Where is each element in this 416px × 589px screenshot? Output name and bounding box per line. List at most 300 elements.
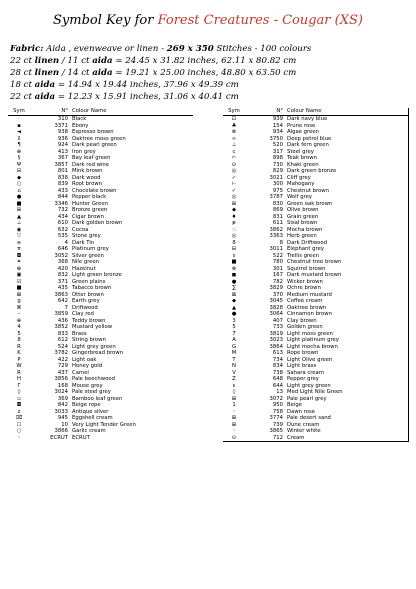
size-text: 22 ct: [10, 56, 35, 66]
number-cell: 420: [57, 265, 68, 272]
symbol-cell: M: [231, 350, 237, 356]
colour-name-cell: Nile green: [72, 259, 100, 265]
symbol-table-right: [223, 108, 409, 442]
symbol-cell: ⊕: [16, 265, 22, 272]
colour-name-cell: Brass: [72, 330, 87, 337]
symbol-cell: ■: [16, 285, 22, 291]
symbol-cell: ◦: [232, 408, 236, 415]
symbol-cell: ◼: [231, 272, 237, 278]
symbol-cell: ▫: [17, 395, 21, 402]
colour-name-cell: Ebony: [72, 122, 89, 129]
symbol-cell: ☑: [16, 278, 22, 285]
colour-name-cell: Golden green: [287, 324, 323, 330]
symbol-cell: P: [17, 356, 21, 363]
symbol-cell: ⌘: [16, 304, 22, 311]
number-cell: 3052: [54, 252, 68, 259]
number-cell: 7: [64, 304, 68, 311]
colour-name-cell: Mink brown: [72, 168, 103, 174]
number-cell: 732: [57, 207, 68, 213]
number-cell: 3024: [54, 389, 68, 395]
symbol-cell: ⊙: [231, 434, 237, 441]
number-cell: 613: [272, 350, 283, 356]
symbol-cell: ⊞: [231, 421, 237, 428]
symbol-cell: ε: [232, 382, 236, 389]
number-cell: 3011: [269, 246, 283, 252]
symbol-table-left: [8, 108, 193, 441]
number-cell: 939: [272, 116, 283, 122]
colour-name-cell: Light moss green: [287, 330, 333, 337]
colour-name-cell: Chestnut brown: [287, 187, 329, 194]
symbol-cell: ⊙: [231, 161, 237, 168]
colour-name-cell: Green plains: [72, 278, 106, 285]
table-row: [223, 435, 408, 442]
symbol-cell: c: [232, 148, 236, 155]
symbol-cell: 7: [232, 330, 236, 337]
number-cell: 646: [57, 246, 68, 252]
symbol-cell: ▲: [231, 304, 237, 311]
colour-name-cell: Driftwood: [72, 304, 98, 311]
colour-name-cell: Dune cream: [287, 421, 320, 428]
colour-name-cell: Cigar brown: [72, 213, 104, 220]
number-cell: 300: [272, 181, 283, 187]
symbol-cell: π: [17, 246, 21, 252]
symbol-cell: 5: [232, 324, 236, 330]
number-cell: 832: [57, 272, 68, 278]
number-cell: 3064: [269, 311, 283, 317]
colour-name-cell: String brown: [72, 337, 106, 343]
symbol-cell: 8: [232, 239, 236, 246]
number-cell: 435: [57, 285, 68, 291]
size-bold: linen: [34, 68, 60, 78]
number-cell: 3774: [269, 415, 283, 421]
number-cell: 436: [57, 317, 68, 324]
symbol-cell: ◎: [231, 233, 237, 239]
colour-name-cell: Dark wood: [72, 174, 101, 181]
size-line-22-linen: [10, 56, 296, 66]
number-cell: 738: [272, 369, 283, 376]
number-cell: 642: [57, 298, 68, 304]
symbol-cell: ▲: [16, 213, 22, 220]
symbol-cell: ◊: [232, 389, 236, 395]
symbol-cell: ⊥: [16, 220, 22, 226]
colour-name-cell: Cinnamon brown: [287, 311, 332, 317]
colour-name-cell: Gingerbread brown: [72, 350, 124, 356]
symbol-cell: ⊞: [231, 200, 237, 207]
colour-name-cell: Honey gold: [72, 363, 103, 369]
colour-name-cell: Steel grey: [287, 148, 314, 155]
header-num: N°: [61, 108, 68, 114]
symbol-cell: ○: [16, 428, 22, 434]
symbol-cell: ⊢: [231, 181, 237, 187]
symbol-cell: ✓: [231, 174, 237, 181]
colour-name-cell: Bay leaf green: [72, 155, 111, 161]
symbol-cell: g: [17, 298, 21, 304]
colour-name-cell: Dark Tin: [72, 239, 95, 246]
symbol-cell: ◎: [231, 194, 237, 200]
symbol-cell: ▪: [17, 122, 21, 129]
number-cell: 831: [272, 213, 283, 220]
symbol-cell: R: [17, 343, 21, 350]
colour-name-cell: Silver green: [72, 252, 104, 259]
size-text: = 19.21 x 25.00 inches, 48.80 x 63.50 cm: [112, 68, 297, 78]
number-cell: 3033: [54, 408, 68, 415]
symbol-cell: 8: [17, 337, 21, 343]
number-cell: 154: [272, 122, 283, 129]
colour-name-cell: Dawn rose: [287, 408, 316, 415]
colour-name-cell: Pepper black: [72, 194, 107, 200]
colour-name-cell: Coffee cream: [287, 298, 323, 304]
symbol-cell: ◉: [16, 226, 22, 233]
colour-name-cell: Cream: [287, 434, 305, 441]
number-cell: 838: [57, 174, 68, 181]
colour-name-cell: Light grey green: [287, 382, 331, 389]
symbol-cell: ●: [231, 311, 237, 317]
colour-name-cell: Khaki green: [287, 161, 319, 168]
colour-name-cell: Med Light Nile Green: [287, 389, 343, 395]
symbol-cell: Z: [232, 376, 236, 382]
size-text: / 11 ct: [59, 56, 93, 66]
number-cell: 3045: [269, 298, 283, 304]
size-text: = 12.23 x 15.91 inches, 31.06 x 40.41 cm: [55, 92, 239, 102]
symbol-cell: T: [232, 356, 236, 363]
table-header: [223, 108, 408, 116]
number-cell: 167: [272, 272, 283, 278]
fabric-text: Aida , evenweave or linen -: [43, 44, 167, 54]
number-cell: 3856: [54, 376, 68, 382]
number-cell: 830: [272, 200, 283, 207]
stitches-count: 269 x 350: [166, 44, 214, 54]
colour-name-cell: ECRUT: [72, 434, 90, 441]
symbol-cell: ᵽ: [232, 220, 236, 226]
number-cell: 839: [57, 181, 68, 187]
table-row: [8, 435, 193, 442]
number-cell: 369: [57, 395, 68, 402]
colour-name-cell: Cliff grey: [287, 174, 311, 181]
colour-name-cell: Mahogany: [287, 181, 315, 187]
colour-name-cell: Bamboo leaf green: [72, 395, 123, 402]
symbol-cell: ⊞: [231, 415, 237, 421]
symbol-cell: ⊕: [16, 148, 22, 155]
size-text: 28 ct: [10, 68, 35, 78]
colour-name-cell: Dark red wine: [72, 161, 110, 168]
symbol-cell: K: [17, 350, 21, 356]
colour-name-cell: Wicker brown: [287, 278, 323, 285]
colour-name-cell: Prune rose: [287, 122, 316, 129]
number-cell: 842: [57, 402, 68, 408]
number-cell: 370: [272, 291, 283, 298]
number-cell: 422: [57, 356, 68, 363]
symbol-cell: ⊕: [16, 317, 22, 324]
symbol-cell: –: [17, 311, 21, 317]
number-cell: 13: [276, 389, 283, 395]
symbol-cell: H: [17, 376, 21, 382]
colour-name-cell: Light Olive green: [287, 356, 333, 363]
symbol-cell: ·: [18, 116, 20, 122]
symbol-cell: ⊗: [231, 265, 237, 272]
colour-name-cell: Teddy brown: [72, 317, 106, 324]
symbol-cell: ■: [231, 259, 237, 265]
number-cell: 3023: [269, 337, 283, 343]
number-cell: 869: [272, 207, 283, 213]
number-cell: 712: [272, 434, 283, 441]
symbol-cell: G: [231, 343, 237, 350]
number-cell: 317: [272, 148, 283, 155]
colour-name-cell: Trellis green: [287, 252, 319, 259]
colour-name-cell: Chestnut tree brown: [287, 259, 342, 265]
number-cell: 3750: [269, 135, 283, 142]
header-num: N°: [276, 108, 283, 114]
number-cell: 833: [57, 330, 68, 337]
number-cell: 632: [57, 226, 68, 233]
symbol-cell: W: [16, 363, 22, 369]
colour-name-cell: Light brass: [287, 363, 317, 369]
symbol-cell: 5: [17, 330, 21, 337]
number-cell: 3864: [269, 343, 283, 350]
symbol-cell: §: [17, 155, 21, 161]
number-cell: 612: [57, 337, 68, 343]
header-sym: Sym: [13, 108, 25, 114]
size-bold: aida: [34, 92, 56, 102]
number-cell: 8: [279, 239, 283, 246]
colour-name-cell: Mouse grey: [72, 382, 103, 389]
number-cell: 301: [272, 265, 283, 272]
colour-name-cell: Pale steel grey: [72, 389, 111, 395]
number-cell: 729: [57, 363, 68, 369]
symbol-cell: ●: [16, 194, 22, 200]
title-highlight: Forest Creatures - Cougar (XS): [157, 13, 363, 28]
colour-name-cell: Bronze green: [72, 207, 108, 213]
colour-name-cell: Beige rope: [72, 402, 101, 408]
table-body-right: [223, 116, 408, 441]
colour-name-cell: Light mocha brown: [287, 343, 338, 350]
size-text: = 24.45 x 31.82 inches, 62.11 x 80.82 cm: [112, 56, 297, 66]
colour-name-cell: Root brown: [72, 181, 103, 187]
symbol-cell: ▽: [16, 233, 22, 239]
symbol-cell: ⌐: [231, 155, 237, 161]
colour-name-cell: Ochre brown: [287, 285, 321, 291]
size-line-18-aida: [10, 80, 239, 90]
symbol-cell: ◆: [231, 298, 237, 304]
symbol-cell: ▣: [16, 272, 22, 278]
colour-name-cell: Sisal brown: [287, 220, 318, 226]
colour-name-cell: Medium mustard: [287, 291, 332, 298]
symbol-cell: ⊥: [231, 142, 237, 148]
colour-name-cell: Mocha brown: [287, 226, 323, 233]
symbol-cell: N: [232, 363, 236, 369]
number-cell: 368: [57, 259, 68, 265]
number-cell: 834: [272, 363, 283, 369]
symbol-cell: ○: [16, 181, 22, 187]
number-cell: 648: [272, 376, 283, 382]
number-cell: 3859: [54, 311, 68, 317]
number-cell: 733: [272, 324, 283, 330]
number-cell: 520: [272, 142, 283, 148]
symbol-cell: V: [232, 369, 236, 376]
table-body-left: [8, 116, 193, 441]
symbol-cell: ✓: [231, 187, 237, 194]
colour-name-cell: Stone grey: [72, 233, 101, 239]
number-cell: 610: [57, 220, 68, 226]
symbol-cell: ◘: [16, 252, 22, 259]
size-bold: aida: [92, 56, 113, 66]
number-cell: 3021: [269, 174, 283, 181]
symbol-cell: ♦: [231, 213, 237, 220]
colour-name-cell: Grain green: [287, 213, 319, 220]
number-cell: 522: [272, 252, 283, 259]
symbol-cell: ◎: [231, 168, 237, 174]
colour-name-cell: Light oak: [72, 356, 97, 363]
colour-name-cell: Black: [72, 116, 87, 122]
colour-name-cell: Garlic cream: [72, 428, 106, 434]
colour-name-cell: Very Light Tender Green: [72, 421, 136, 428]
colour-name-cell: Deep petrol blue: [287, 135, 332, 142]
number-cell: 3828: [269, 304, 283, 311]
number-cell: 924: [57, 142, 68, 148]
number-cell: 3782: [54, 350, 68, 356]
size-text: / 14 ct: [59, 68, 93, 78]
size-text: 22 ct: [10, 92, 35, 102]
number-cell: 433: [57, 187, 68, 194]
number-cell: 3865: [269, 428, 283, 434]
number-cell: 3829: [269, 285, 283, 291]
colour-name-cell: Wolf grey: [287, 194, 313, 200]
colour-name-cell: Antique silver: [72, 408, 109, 415]
number-cell: ECRUT: [50, 434, 68, 441]
colour-name-cell: Pale desert sand: [287, 415, 331, 421]
number-cell: 3787: [269, 194, 283, 200]
colour-name-cell: Dark navy blue: [287, 116, 328, 122]
symbol-cell: ¶: [17, 142, 21, 148]
size-line-28-linen: [10, 68, 296, 78]
colour-name-cell: Dark mustard brown: [287, 272, 342, 278]
page-title: [0, 13, 416, 28]
colour-name-cell: Oaktree moss green: [72, 135, 126, 142]
symbol-cell: ⌧: [15, 415, 23, 421]
colour-name-cell: Algae green: [287, 129, 319, 135]
size-text: 18 ct: [10, 80, 35, 90]
colour-name-cell: Earth grey: [72, 298, 100, 304]
symbol-cell: R: [17, 369, 21, 376]
symbol-cell: 1: [232, 402, 236, 408]
symbol-cell: ⌂: [17, 187, 21, 194]
number-cell: 434: [57, 213, 68, 220]
colour-name-cell: Espresso brown: [72, 129, 114, 135]
number-cell: 3072: [269, 395, 283, 402]
number-cell: 829: [272, 168, 283, 174]
fabric-label: Fabric:: [10, 44, 44, 54]
colour-name-cell: Dark golden brown: [72, 220, 123, 226]
number-cell: 3862: [269, 226, 283, 233]
symbol-cell: ≡: [16, 239, 22, 246]
number-cell: 611: [272, 220, 283, 226]
number-cell: 413: [57, 148, 68, 155]
symbol-cell: ∑: [232, 285, 236, 291]
size-bold: aida: [92, 68, 113, 78]
number-cell: 371: [57, 278, 68, 285]
header-name: Colour Name: [72, 108, 107, 114]
colour-name-cell: Eggshell cream: [72, 415, 113, 421]
colour-name-cell: Rope brown: [287, 350, 319, 356]
symbol-cell: ◊: [17, 389, 21, 395]
number-cell: 524: [57, 343, 68, 350]
number-cell: 437: [57, 369, 68, 376]
colour-name-cell: Pepper grey: [287, 376, 319, 382]
size-bold: linen: [34, 56, 60, 66]
symbol-cell: Ψ: [16, 161, 22, 168]
number-cell: 168: [57, 382, 68, 389]
symbol-cell: ☐: [16, 421, 22, 428]
symbol-cell: ◄: [16, 129, 22, 135]
colour-name-cell: Cocoa: [72, 226, 89, 233]
symbol-cell: ⊟: [231, 246, 237, 252]
colour-name-cell: Dark pearl green: [72, 142, 117, 148]
number-cell: 367: [57, 155, 68, 161]
size-text: = 14.94 x 19.44 inches, 37.96 x 49.39 cm: [55, 80, 239, 90]
symbol-cell: 3: [232, 317, 236, 324]
colour-name-cell: Beige: [287, 402, 302, 408]
symbol-cell: ⊠: [231, 291, 237, 298]
number-cell: 407: [272, 317, 283, 324]
colour-name-cell: Dark fern green: [287, 142, 329, 148]
title-prefix: Symbol Key for: [53, 13, 154, 28]
symbol-cell: ⊟: [16, 168, 22, 174]
number-cell: 945: [57, 415, 68, 421]
fabric-line: [10, 44, 311, 54]
symbol-cell: A: [232, 337, 236, 343]
symbol-cell: ∞: [231, 135, 237, 142]
symbol-cell: Г: [17, 382, 21, 389]
colour-name-cell: Tabacco brown: [72, 285, 112, 291]
colour-name-cell: Pale beechwood: [72, 376, 115, 382]
colour-name-cell: Light grey green: [72, 343, 116, 350]
number-cell: 730: [272, 161, 283, 168]
number-cell: 3363: [269, 233, 283, 239]
number-cell: 535: [57, 233, 68, 239]
symbol-cell: ✦: [16, 259, 22, 265]
number-cell: 3346: [54, 200, 68, 207]
number-cell: 934: [272, 129, 283, 135]
number-cell: 938: [57, 129, 68, 135]
symbol-cell: ●: [231, 278, 237, 285]
colour-name-cell: Sahara cream: [287, 369, 324, 376]
colour-name-cell: Clay red: [72, 311, 94, 317]
colour-name-cell: Platinum grey: [72, 246, 109, 252]
colour-name-cell: Herb green: [287, 233, 317, 239]
symbol-cell: ↕: [16, 135, 22, 142]
number-cell: 310: [57, 116, 68, 122]
colour-name-cell: Oaktree brown: [287, 304, 327, 311]
number-cell: 734: [272, 356, 283, 363]
colour-name-cell: Dark green bronze: [287, 168, 337, 174]
number-cell: 780: [272, 259, 283, 265]
colour-name-cell: Olive brown: [287, 207, 319, 213]
number-cell: 801: [57, 168, 68, 174]
colour-name-cell: Squirrel brown: [287, 265, 326, 272]
symbol-cell: ◦: [232, 428, 236, 434]
symbol-cell: ♣: [231, 122, 237, 129]
colour-name-cell: Winter white: [287, 428, 321, 434]
colour-name-cell: Iron grey: [72, 148, 96, 155]
number-cell: 3371: [54, 122, 68, 129]
colour-name-cell: Chocolate brown: [72, 187, 117, 194]
header-name: Colour Name: [287, 108, 322, 114]
colour-name-cell: Hunter Green: [72, 200, 108, 207]
colour-name-cell: Light platinum grey: [287, 337, 339, 343]
number-cell: 975: [272, 187, 283, 194]
colour-name-cell: Teak brown: [287, 155, 317, 161]
symbol-cell: ■: [16, 200, 22, 207]
number-cell: 950: [272, 402, 283, 408]
